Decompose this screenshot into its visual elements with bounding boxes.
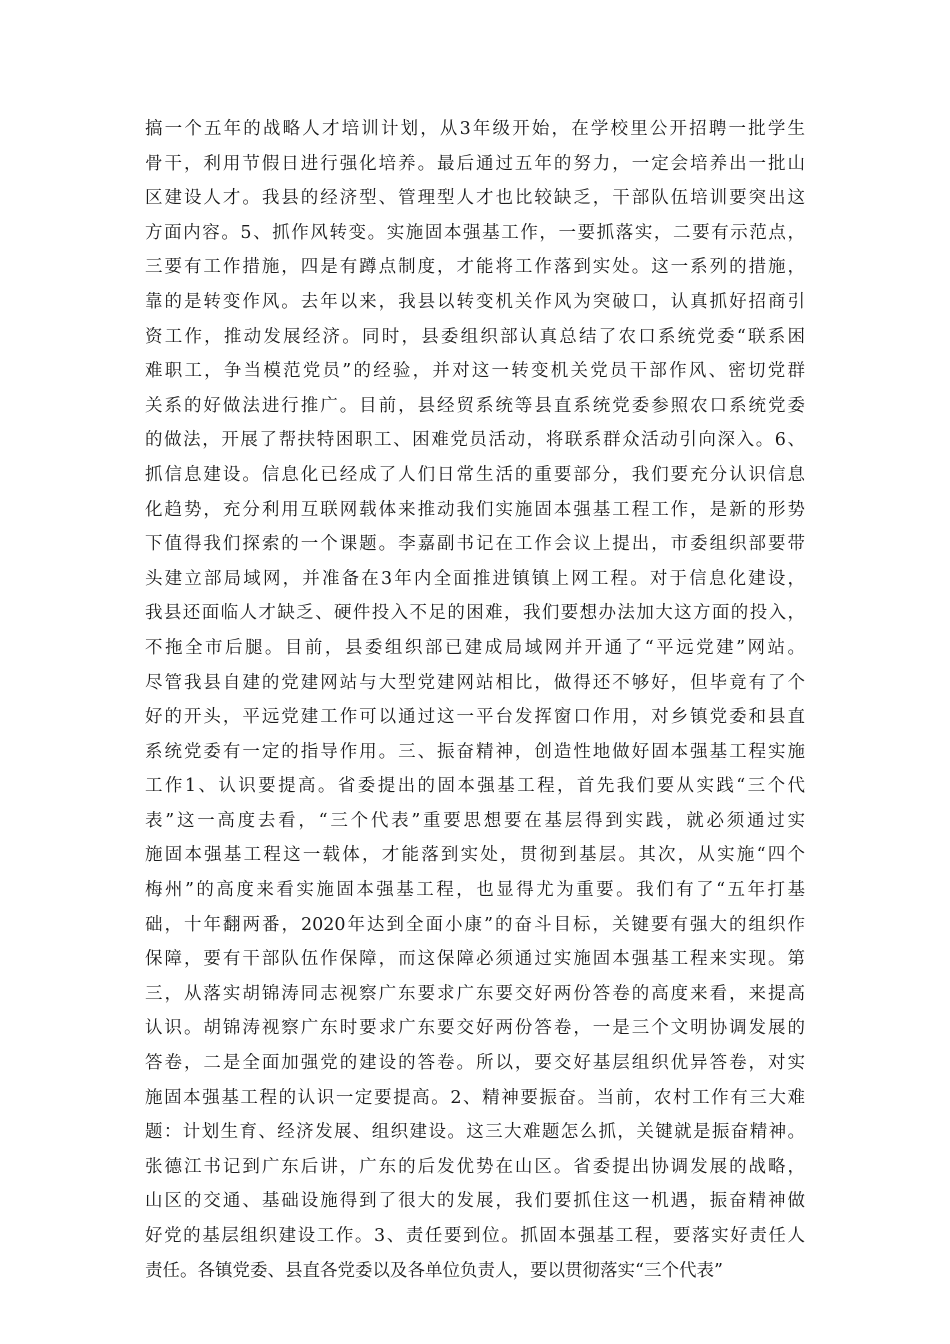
text-line: 系统党委有一定的指导作用。三、振奋精神，创造性地做好固本强基工程实施	[145, 741, 805, 762]
text-line: 施固本强基工程的认识一定要提高。2、精神要振奋。当前，农村工作有三大难	[145, 1087, 805, 1108]
text-line: 答卷，二是全面加强党的建设的答卷。所以，要交好基层组织优异答卷，对实	[145, 1053, 805, 1074]
text-line: 下值得我们探索的一个课题。李嘉副书记在工作会议上提出，市委组织部要带	[145, 534, 805, 555]
text-line: 础，十年翻两番，2020年达到全面小康”的奋斗目标，关键要有强大的组织作	[145, 914, 805, 935]
text-line: 靠的是转变作风。去年以来，我县以转变机关作风为突破口，认真抓好招商引	[145, 291, 805, 312]
text-line: 梅州”的高度来看实施固本强基工程，也显得尤为重要。我们有了“五年打基	[145, 880, 806, 901]
text-line: 好党的基层组织建设工作。3、责任要到位。抓固本强基工程，要落实好责任人	[145, 1226, 805, 1246]
text-line: 保障，要有干部队伍作保障，而这保障必须通过实施固本强基工程来实现。第	[145, 949, 805, 970]
text-line: 骨干，利用节假日进行强化培养。最后通过五年的努力，一定会培养出一批山	[145, 153, 805, 174]
text-line: 好的开头，平远党建工作可以通过这一平台发挥窗口作用，对乡镇党委和县直	[145, 707, 805, 728]
text-line: 化趋势，充分利用互联网载体来推动我们实施固本强基工程工作，是新的形势	[145, 499, 805, 520]
text-line: 工作1、认识要提高。省委提出的固本强基工程，首先我们要从实践“三个代	[145, 776, 805, 797]
text-line: 张德江书记到广东后讲，广东的后发优势在山区。省委提出协调发展的战略，	[145, 1156, 805, 1177]
text-line: 区建设人才。我县的经济型、管理型人才也比较缺乏，干部队伍培训要突出这	[145, 188, 805, 209]
body-text	[145, 112, 805, 1288]
text-line: 尽管我县自建的党建网站与大型党建网站相比，做得还不够好，但毕竟有了个	[145, 672, 805, 693]
text-line: 责任。各镇党委、县直各党委以及各单位负责人，要以贯彻落实“三个代表”	[145, 1260, 723, 1281]
text-line: 关系的好做法进行推广。目前，县经贸系统等县直系统党委参照农口系统党委	[145, 395, 805, 416]
text-line: 难职工，争当模范党员”的经验，并对这一转变机关党员干部作风、密切党群	[145, 361, 805, 382]
text-line: 搞一个五年的战略人才培训计划，从3年级开始，在学校里公开招聘一批学生	[145, 119, 805, 139]
text-line: 资工作，推动发展经济。同时，县委组织部认真总结了农口系统党委“联系困	[145, 326, 805, 347]
text-line: 的做法，开展了帮扶特困职工、困难党员活动，将联系群众活动引向深入。6、	[145, 430, 805, 451]
text-line: 头建立部局域网，并准备在3年内全面推进镇镇上网工程。对于信息化建设，	[145, 568, 805, 589]
text-line: 山区的交通、基础设施得到了很大的发展，我们要抓住这一机遇，振奋精神做	[145, 1191, 805, 1212]
text-line: 认识。胡锦涛视察广东时要求广东要交好两份答卷，一是三个文明协调发展的	[145, 1018, 805, 1039]
text-line: 施固本强基工程这一载体，才能落到实处，贯彻到基层。其次，从实施“四个	[145, 845, 805, 866]
text-line: 我县还面临人才缺乏、硬件投入不足的困难，我们要想办法加大这方面的投入，	[145, 603, 805, 624]
text-line: 方面内容。5、抓作风转变。实施固本强基工作，一要抓落实，二要有示范点，	[145, 222, 805, 243]
text-line: 三，从落实胡锦涛同志视察广东要求广东要交好两份答卷的高度来看，来提高	[145, 983, 805, 1004]
text-line: 抓信息建设。信息化已经成了人们日常生活的重要部分，我们要充分认识信息	[145, 464, 805, 485]
text-line: 不拖全市后腿。目前，县委组织部已建成局域网并开通了“平远党建”网站。	[145, 637, 805, 658]
text-line: 表”这一高度去看，“三个代表”重要思想要在基层得到实践，就必须通过实	[145, 810, 805, 831]
text-line: 题：计划生育、经济发展、组织建设。这三大难题怎么抓，关键就是振奋精神。	[145, 1122, 805, 1143]
text-line: 三要有工作措施，四是有蹲点制度，才能将工作落到实处。这一系列的措施，	[145, 257, 805, 278]
